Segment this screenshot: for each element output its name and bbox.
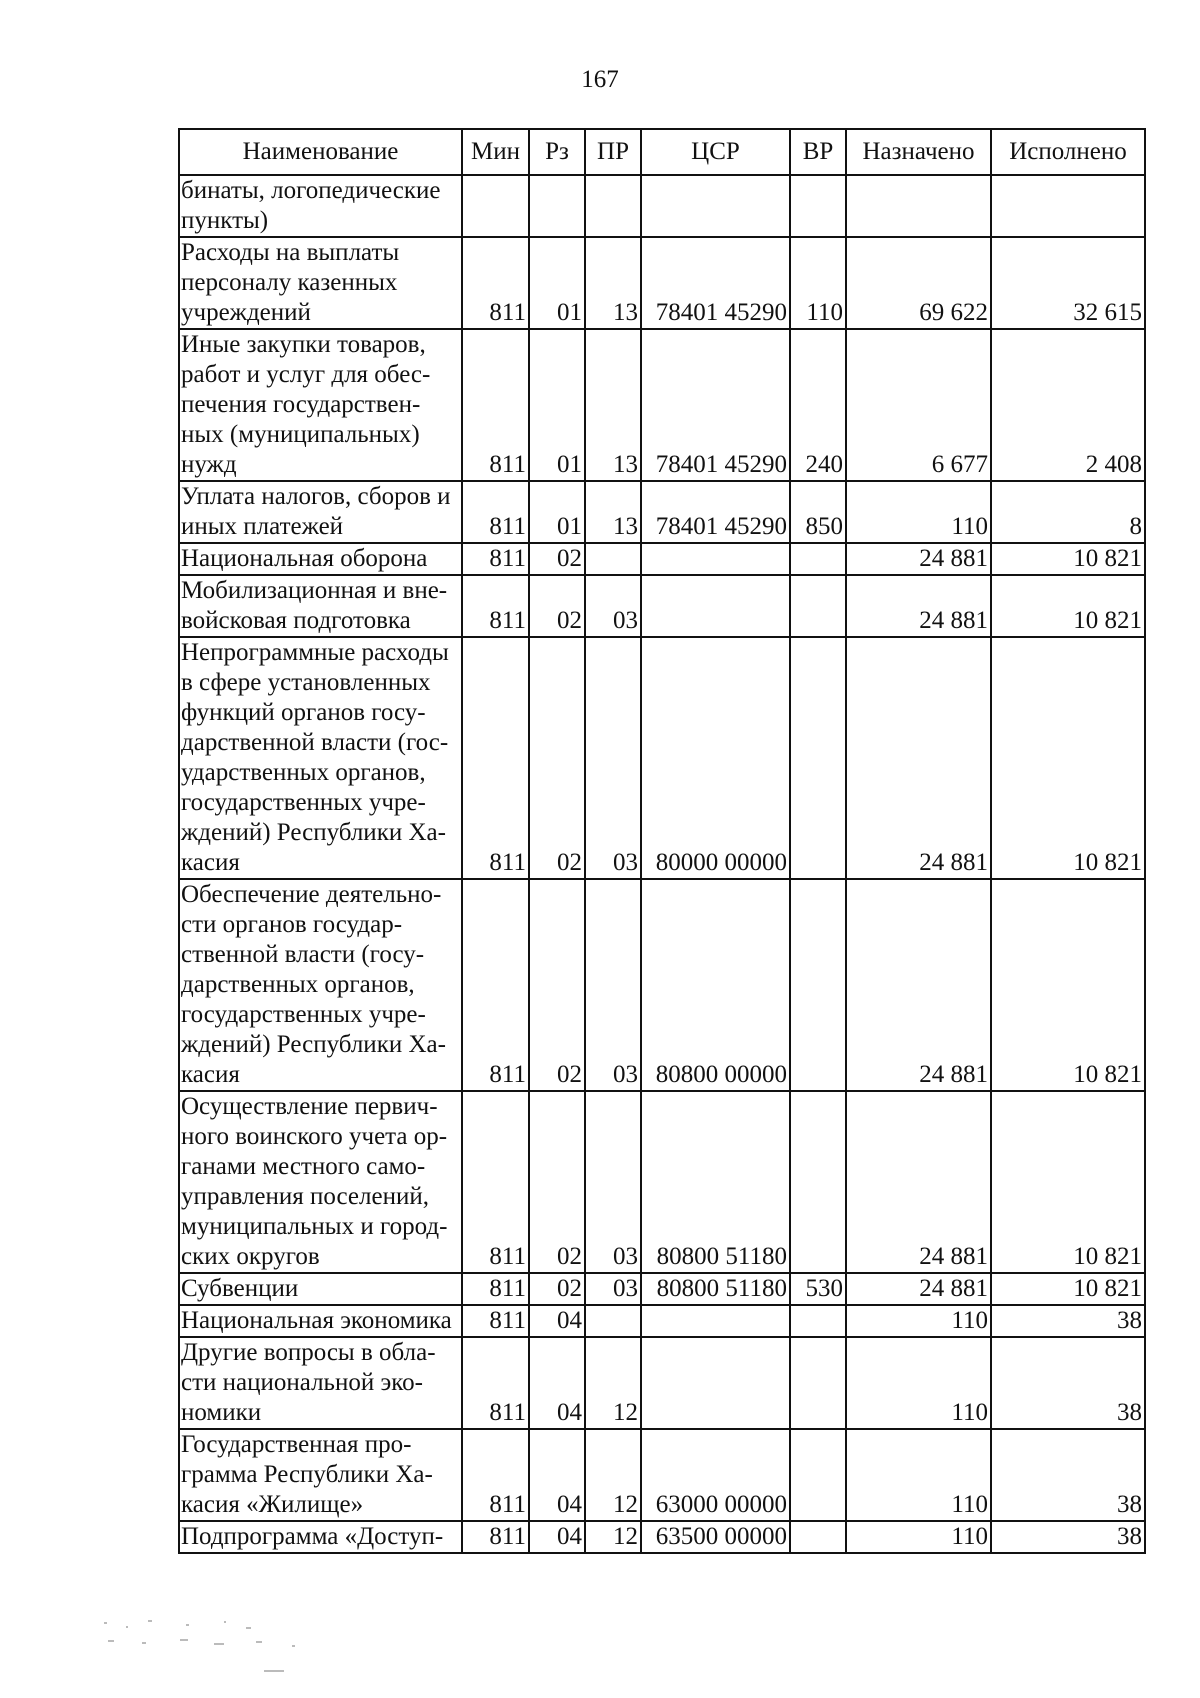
cell-executed: 10 821 [991,543,1145,575]
cell-name-line: учреждений [181,299,311,326]
cell-name [179,237,462,329]
cell-name-line: ждений) Республики Ха- [181,1031,446,1058]
cell-name-line: персоналу казенных [181,269,398,296]
cell-name-line: Расходы на выплаты [181,239,400,266]
cell-executed: 38 [991,1305,1145,1337]
cell-pr: 03 [585,879,641,1091]
cell-min: 811 [462,637,529,879]
cell-name-line: государственных учре- [181,789,426,816]
cell-executed: 10 821 [991,575,1145,637]
cell-name-line: сти национальной эко- [181,1369,423,1396]
cell-vr [790,543,846,575]
header-pr: ПР [585,129,641,175]
cell-name-line: Субвенции [181,1275,299,1302]
cell-pr: 13 [585,237,641,329]
cell-csr: 78401 45290 [641,237,790,329]
scan-noise [96,1612,326,1682]
cell-name [179,329,462,481]
cell-executed: 38 [991,1521,1145,1553]
table-row [179,175,1145,237]
cell-assigned: 24 881 [846,637,991,879]
cell-rz: 04 [529,1429,585,1521]
cell-min: 811 [462,1305,529,1337]
cell-assigned: 110 [846,481,991,543]
cell-vr: 110 [790,237,846,329]
header-min: Мин [462,129,529,175]
cell-pr: 12 [585,1337,641,1429]
cell-assigned: 24 881 [846,575,991,637]
cell-name-line: Обеспечение деятельно- [181,881,442,908]
cell-min: 811 [462,1429,529,1521]
cell-min: 811 [462,237,529,329]
cell-name-line: в сфере установленных [181,669,431,696]
cell-name-line: ного воинского учета ор- [181,1123,448,1150]
cell-name-line: номики [181,1399,262,1426]
cell-min: 811 [462,575,529,637]
header-name: Наименование [179,129,462,175]
table-row [179,1305,1145,1337]
cell-vr [790,1521,846,1553]
cell-pr: 03 [585,1091,641,1273]
cell-name-line: нужд [181,451,237,478]
cell-vr [790,1337,846,1429]
cell-name [179,1273,462,1305]
cell-name-line: ственной власти (госу- [181,941,425,968]
cell-executed: 10 821 [991,879,1145,1091]
table-body [179,175,1145,1553]
cell-rz: 01 [529,329,585,481]
cell-name [179,1429,462,1521]
cell-csr: 78401 45290 [641,481,790,543]
cell-name-line: дарственной власти (гос- [181,729,449,756]
cell-assigned: 110 [846,1429,991,1521]
cell-vr: 850 [790,481,846,543]
cell-name-line: касия [181,1061,240,1088]
cell-rz: 02 [529,575,585,637]
cell-min: 811 [462,1337,529,1429]
cell-executed: 8 [991,481,1145,543]
cell-vr [790,575,846,637]
cell-name [179,481,462,543]
cell-name-line: бинаты, логопедические [181,177,441,204]
cell-name [179,1305,462,1337]
cell-name [179,1337,462,1429]
cell-assigned: 110 [846,1337,991,1429]
cell-min [462,175,529,237]
cell-pr: 03 [585,575,641,637]
cell-csr [641,575,790,637]
cell-pr [585,543,641,575]
cell-min: 811 [462,329,529,481]
cell-name-line: государственных учре- [181,1001,426,1028]
cell-name-line: печения государствен- [181,391,421,418]
cell-csr: 63000 00000 [641,1429,790,1521]
table-header-row [179,129,1145,175]
cell-csr [641,1337,790,1429]
cell-pr: 13 [585,329,641,481]
cell-vr: 530 [790,1273,846,1305]
table-row [179,879,1145,1091]
cell-name-line: ждений) Республики Ха- [181,819,446,846]
cell-name [179,175,462,237]
cell-rz: 04 [529,1521,585,1553]
cell-csr: 80800 00000 [641,879,790,1091]
cell-name-line: Национальная экономика [181,1307,452,1334]
cell-rz [529,175,585,237]
cell-assigned: 24 881 [846,879,991,1091]
table-row [179,1337,1145,1429]
cell-executed: 38 [991,1337,1145,1429]
cell-csr [641,543,790,575]
cell-csr: 63500 00000 [641,1521,790,1553]
cell-name-line: войсковая подготовка [181,607,411,634]
cell-pr: 03 [585,637,641,879]
cell-rz: 02 [529,1091,585,1273]
cell-name-line: Национальная оборона [181,545,428,572]
cell-csr [641,175,790,237]
cell-rz: 02 [529,879,585,1091]
cell-rz: 04 [529,1305,585,1337]
cell-vr [790,879,846,1091]
cell-csr [641,1305,790,1337]
cell-name-line: грамма Республики Ха- [181,1461,433,1488]
table-row [179,1521,1145,1553]
table-row [179,329,1145,481]
cell-name-line: Мобилизационная и вне- [181,577,448,604]
cell-name-line: Иные закупки товаров, [181,331,426,358]
cell-rz: 04 [529,1337,585,1429]
cell-name-line: иных платежей [181,513,344,540]
cell-csr: 80000 00000 [641,637,790,879]
table-row [179,1429,1145,1521]
cell-name-line: Уплата налогов, сборов и [181,483,451,510]
cell-assigned: 24 881 [846,1091,991,1273]
cell-executed: 32 615 [991,237,1145,329]
cell-vr [790,1429,846,1521]
cell-assigned: 110 [846,1521,991,1553]
cell-assigned: 24 881 [846,543,991,575]
cell-name-line: работ и услуг для обес- [181,361,431,388]
cell-name-line: Подпрограмма «Доступ- [181,1523,444,1550]
cell-name-line: касия [181,849,240,876]
cell-name-line: ных (муниципальных) [181,421,420,448]
cell-name [179,575,462,637]
cell-pr: 13 [585,481,641,543]
table-row [179,237,1145,329]
cell-assigned [846,175,991,237]
cell-pr: 03 [585,1273,641,1305]
table-row [179,543,1145,575]
budget-execution-table [178,128,1146,1554]
cell-csr: 80800 51180 [641,1091,790,1273]
cell-name-line: сти органов государ- [181,911,403,938]
cell-name-line: дарственных органов, [181,971,415,998]
cell-vr [790,175,846,237]
cell-rz: 02 [529,1273,585,1305]
cell-min: 811 [462,543,529,575]
cell-name-line: муниципальных и город- [181,1213,448,1240]
cell-csr: 78401 45290 [641,329,790,481]
cell-name-line: функций органов госу- [181,699,426,726]
cell-rz: 02 [529,543,585,575]
cell-vr: 240 [790,329,846,481]
cell-executed: 10 821 [991,1273,1145,1305]
cell-name [179,637,462,879]
cell-name [179,543,462,575]
cell-assigned: 6 677 [846,329,991,481]
cell-name-line: ских округов [181,1243,320,1270]
cell-min: 811 [462,481,529,543]
cell-executed: 10 821 [991,637,1145,879]
cell-executed: 38 [991,1429,1145,1521]
cell-pr: 12 [585,1521,641,1553]
cell-name-line: управления поселений, [181,1183,429,1210]
cell-rz: 01 [529,481,585,543]
header-executed: Исполнено [991,129,1145,175]
cell-name-line: пункты) [181,207,269,234]
cell-rz: 01 [529,237,585,329]
cell-name-line: ганами местного само- [181,1153,426,1180]
cell-min: 811 [462,1091,529,1273]
cell-assigned: 69 622 [846,237,991,329]
cell-name [179,879,462,1091]
header-rz: Рз [529,129,585,175]
cell-executed: 2 408 [991,329,1145,481]
cell-assigned: 110 [846,1305,991,1337]
cell-assigned: 24 881 [846,1273,991,1305]
cell-name-line: касия «Жилище» [181,1491,364,1518]
cell-pr [585,1305,641,1337]
cell-min: 811 [462,879,529,1091]
cell-min: 811 [462,1273,529,1305]
cell-rz: 02 [529,637,585,879]
page-number: 167 [581,66,619,93]
cell-vr [790,1091,846,1273]
cell-vr [790,637,846,879]
table-row [179,637,1145,879]
cell-pr [585,175,641,237]
table-row [179,1273,1145,1305]
cell-name-line: ударственных органов, [181,759,426,786]
header-assigned: Назначено [846,129,991,175]
cell-executed [991,175,1145,237]
cell-min: 811 [462,1521,529,1553]
cell-name-line: Государственная про- [181,1431,412,1458]
cell-name [179,1091,462,1273]
cell-pr: 12 [585,1429,641,1521]
cell-name-line: Осуществление первич- [181,1093,438,1120]
table-row [179,575,1145,637]
cell-name-line: Непрограммные расходы [181,639,449,666]
cell-vr [790,1305,846,1337]
cell-name [179,1521,462,1553]
cell-executed: 10 821 [991,1091,1145,1273]
cell-name-line: Другие вопросы в обла- [181,1339,436,1366]
cell-csr: 80800 51180 [641,1273,790,1305]
header-csr: ЦСР [641,129,790,175]
table-row [179,1091,1145,1273]
header-vr: ВР [790,129,846,175]
table-row [179,481,1145,543]
